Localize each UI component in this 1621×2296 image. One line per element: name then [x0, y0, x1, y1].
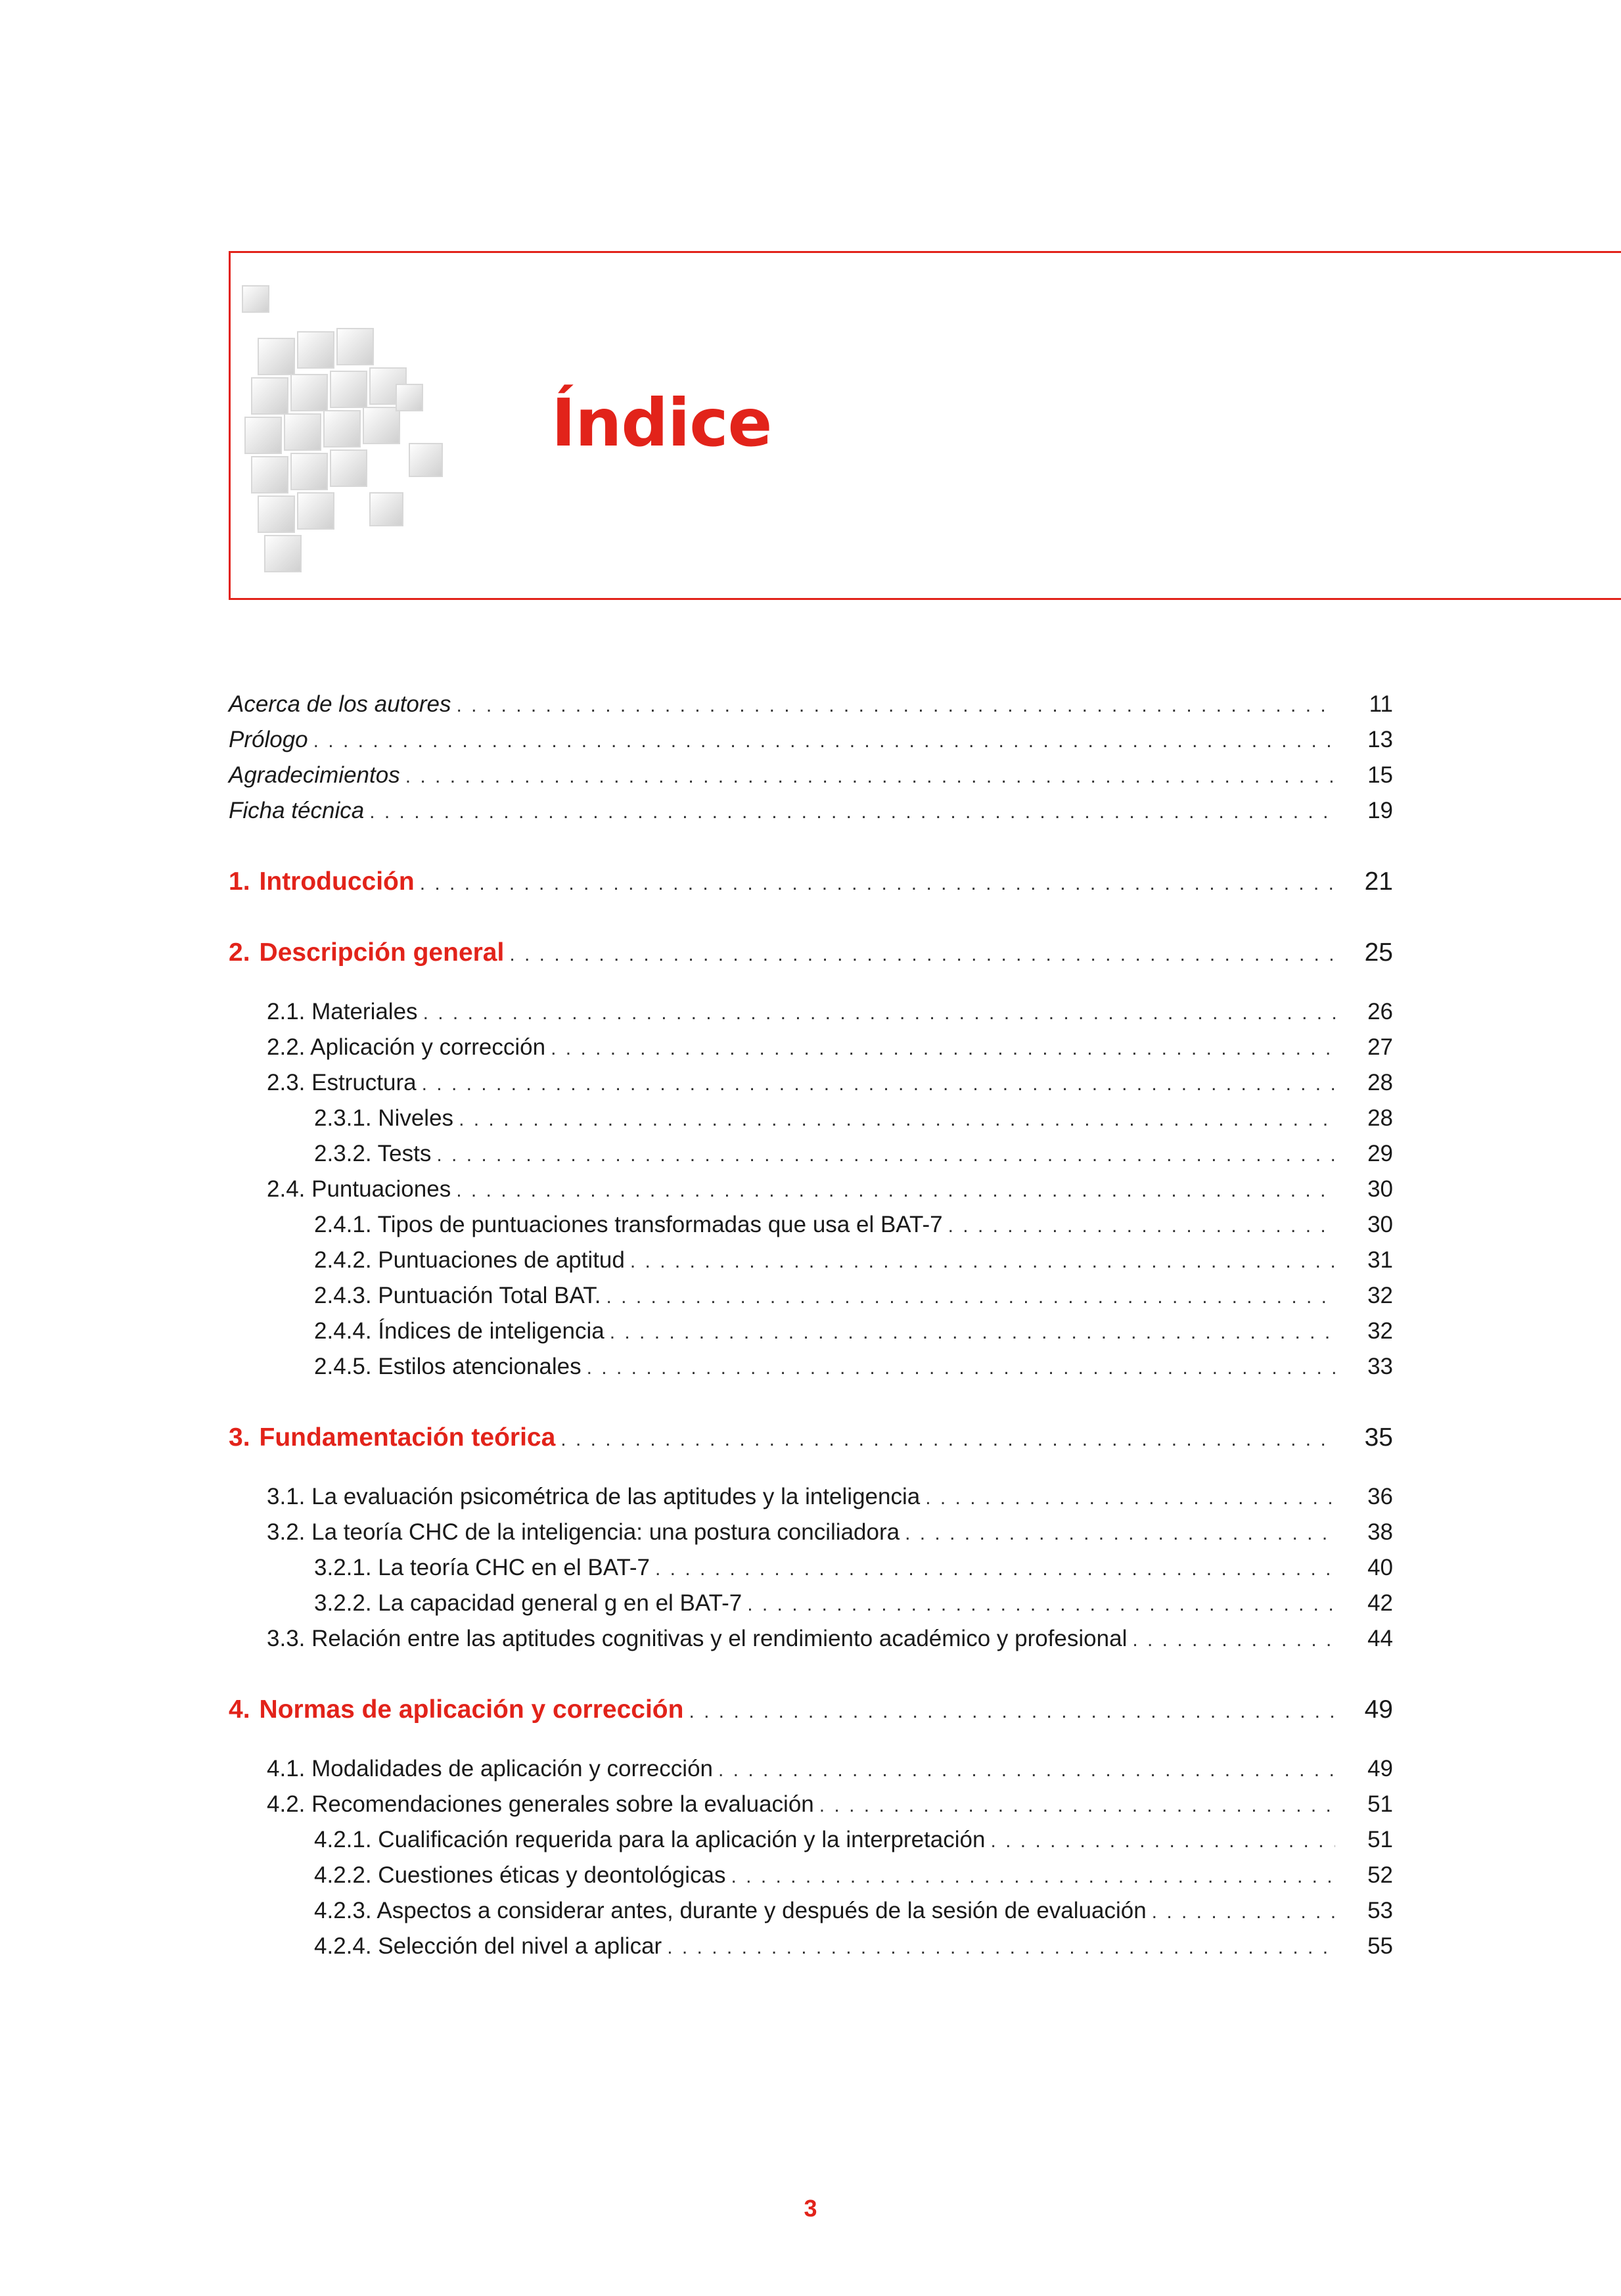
toc-entry[interactable] — [229, 1479, 1393, 1515]
toc-entry-label — [314, 1207, 943, 1243]
toc-entry-label — [314, 1101, 453, 1136]
dot-leader — [405, 759, 1335, 794]
dot-leader — [456, 1173, 1335, 1208]
toc-entry-title: 3.2.2. La capacidad general g en el BAT-7 — [314, 1590, 742, 1616]
toc-entry-title: Agradecimientos — [229, 762, 400, 788]
dot-leader — [905, 1516, 1335, 1551]
toc-entry-title: 4.2.2. Cuestiones éticas y deontológicas — [314, 1862, 726, 1888]
toc-page-number: 28 — [1367, 1105, 1393, 1131]
toc-page-number: 21 — [1364, 867, 1393, 896]
toc-entry[interactable] — [229, 1278, 1393, 1314]
toc-entry-title: 3.3. Relación entre las aptitudes cognitivas y el rendimiento académico y profesional — [267, 1626, 1128, 1651]
toc-entry[interactable] — [229, 1550, 1393, 1586]
toc-page-number: 36 — [1367, 1484, 1393, 1509]
dot-leader — [551, 1031, 1335, 1067]
toc-entry[interactable] — [229, 1787, 1393, 1822]
toc-entry-label — [314, 1893, 1147, 1929]
dot-leader — [731, 1859, 1336, 1894]
toc-entry-label — [229, 722, 308, 758]
toc-entry[interactable] — [229, 1349, 1393, 1385]
toc-entry-label — [229, 758, 400, 793]
toc-entry-title: 4.2.4. Selección del nivel a aplicar — [314, 1933, 662, 1959]
toc-entry-title: 2.4.4. Índices de inteligencia — [314, 1318, 605, 1344]
toc-entry-title: 2.4.1. Tipos de puntuaciones transformadas que usa el BAT-7 — [314, 1212, 943, 1237]
toc-entry-label — [314, 1858, 726, 1893]
chapter-number: 4. — [229, 1695, 250, 1724]
toc-entry[interactable] — [229, 793, 1393, 829]
toc-page-number: 32 — [1367, 1283, 1393, 1308]
toc-entry-title: Normas de aplicación y corrección — [259, 1695, 684, 1724]
toc-entry-label — [314, 1243, 625, 1278]
toc-page-number: 29 — [1367, 1141, 1393, 1166]
toc-page-number: 49 — [1364, 1695, 1393, 1724]
toc-chapter[interactable] — [229, 1692, 1393, 1728]
toc-entry-title: 2.4.3. Puntuación Total BAT. — [314, 1283, 601, 1308]
dot-leader — [606, 1279, 1336, 1315]
toc-page-number: 51 — [1367, 1827, 1393, 1852]
toc-entry-title: 2.2. Aplicación y corrección — [267, 1034, 546, 1060]
toc-entry-label — [267, 1751, 713, 1787]
dot-leader — [313, 723, 1335, 759]
toc-entry-label — [314, 1136, 431, 1172]
toc-page-number: 52 — [1367, 1862, 1393, 1888]
dot-leader — [747, 1587, 1335, 1622]
dot-leader — [610, 1315, 1335, 1350]
toc-page-number: 51 — [1367, 1791, 1393, 1817]
toc-entry[interactable] — [229, 1586, 1393, 1621]
toc-entry-label — [267, 1172, 451, 1207]
toc-entry-label — [229, 864, 415, 900]
toc-entry[interactable] — [229, 1207, 1393, 1243]
toc-page-number: 55 — [1367, 1933, 1393, 1959]
toc-entry[interactable] — [229, 1515, 1393, 1550]
toc-entry[interactable] — [229, 994, 1393, 1030]
dot-leader — [560, 1422, 1335, 1458]
dot-leader — [630, 1244, 1335, 1279]
toc-entry-label — [314, 1822, 985, 1858]
dot-leader — [948, 1208, 1335, 1244]
page-number: 3 — [804, 2195, 817, 2222]
toc-entry-title: 2.3.1. Niveles — [314, 1105, 454, 1131]
toc-page-number: 32 — [1367, 1318, 1393, 1344]
toc-entry-title: 2.4. Puntuaciones — [267, 1176, 451, 1202]
toc-entry-label — [267, 1065, 417, 1101]
toc-entry-title: Prólogo — [229, 727, 308, 752]
dot-leader — [655, 1551, 1335, 1587]
toc-entry[interactable] — [229, 1858, 1393, 1893]
toc-entry[interactable] — [229, 1101, 1393, 1136]
toc-entry[interactable] — [229, 1893, 1393, 1929]
dot-leader — [925, 1481, 1335, 1516]
dot-leader — [509, 937, 1335, 973]
toc-entry-label — [314, 1586, 742, 1621]
toc-entry-label — [267, 1479, 920, 1515]
dot-leader — [457, 688, 1335, 723]
toc-page-number: 30 — [1367, 1176, 1393, 1202]
toc-page-number: 42 — [1367, 1590, 1393, 1616]
chapter-number: 3. — [229, 1423, 250, 1452]
toc-entry-label — [267, 1515, 900, 1550]
toc-page-number: 27 — [1367, 1034, 1393, 1060]
toc-page-number: 40 — [1367, 1555, 1393, 1580]
cube-illustration — [232, 279, 455, 582]
dot-leader — [422, 1067, 1335, 1102]
dot-leader — [369, 794, 1335, 830]
dot-leader — [689, 1694, 1335, 1730]
toc-chapter[interactable] — [229, 864, 1393, 900]
toc-entry-title: 2.3. Estructura — [267, 1070, 417, 1095]
toc-page-number: 28 — [1367, 1070, 1393, 1095]
toc-entry-title: 2.1. Materiales — [267, 999, 418, 1024]
toc-entry-title: Descripción general — [259, 938, 505, 967]
toc-entry[interactable] — [229, 1621, 1393, 1657]
toc-entry-title: Acerca de los autores — [229, 691, 451, 717]
toc-entry-label — [267, 1621, 1127, 1657]
dot-leader — [718, 1753, 1335, 1788]
toc-entry-title: 4.2.3. Aspectos a considerar antes, durante y después de la sesión de evaluación — [314, 1898, 1147, 1923]
toc-entry-title: 3.1. La evaluación psicométrica de las aptitudes y la inteligencia — [267, 1484, 921, 1509]
toc-page-number: 38 — [1367, 1519, 1393, 1545]
toc-page-number: 15 — [1367, 762, 1393, 788]
table-of-contents — [229, 687, 1393, 1964]
toc-entry[interactable] — [229, 1751, 1393, 1787]
toc-entry-label — [314, 1550, 650, 1586]
toc-entry-title: Fundamentación teórica — [259, 1423, 556, 1452]
toc-entry-title: 3.2.1. La teoría CHC en el BAT-7 — [314, 1555, 651, 1580]
toc-page-number: 26 — [1367, 999, 1393, 1024]
toc-entry[interactable] — [229, 1929, 1393, 1964]
toc-entry-title: 4.2.1. Cualificación requerida para la aplicación y la interpretación — [314, 1827, 986, 1852]
toc-entry[interactable] — [229, 1822, 1393, 1858]
toc-entry[interactable] — [229, 1172, 1393, 1207]
dot-leader — [667, 1930, 1335, 1965]
toc-page-number: 31 — [1367, 1247, 1393, 1273]
toc-entry-label — [267, 1787, 814, 1822]
toc-entry-label — [314, 1314, 605, 1349]
toc-entry-label — [229, 793, 364, 829]
toc-entry[interactable] — [229, 1030, 1393, 1065]
dot-leader — [1152, 1894, 1335, 1930]
toc-entry[interactable] — [229, 722, 1393, 758]
toc-entry[interactable] — [229, 687, 1393, 722]
toc-page-number: 11 — [1369, 691, 1393, 717]
toc-entry-label — [314, 1278, 601, 1314]
chapter-number: 2. — [229, 938, 250, 967]
toc-entry-label — [229, 687, 451, 722]
toc-entry-label — [229, 935, 504, 971]
dot-leader — [436, 1137, 1335, 1173]
toc-entry-title: Introducción — [259, 867, 415, 896]
toc-entry[interactable] — [229, 1136, 1393, 1172]
dot-leader — [990, 1824, 1335, 1859]
toc-entry-label — [229, 1420, 555, 1456]
toc-entry-title: 4.1. Modalidades de aplicación y corrección — [267, 1756, 713, 1781]
toc-entry-title: Ficha técnica — [229, 798, 365, 823]
toc-entry-label — [229, 1692, 683, 1728]
dot-leader — [423, 996, 1335, 1031]
dot-leader — [819, 1788, 1335, 1824]
toc-entry-label — [267, 994, 418, 1030]
toc-page-number: 49 — [1367, 1756, 1393, 1781]
toc-page-number: 13 — [1367, 727, 1393, 752]
toc-entry-label — [267, 1030, 545, 1065]
toc-page-number: 30 — [1367, 1212, 1393, 1237]
dot-leader — [459, 1102, 1335, 1137]
toc-chapter[interactable] — [229, 1420, 1393, 1456]
dot-leader — [587, 1350, 1335, 1386]
header-box — [229, 251, 1621, 600]
dot-leader — [1132, 1622, 1335, 1658]
toc-entry-title: 4.2. Recomendaciones generales sobre la evaluación — [267, 1791, 814, 1817]
page-title: Índice — [551, 384, 772, 461]
toc-page-number: 53 — [1367, 1898, 1393, 1923]
toc-entry-title: 3.2. La teoría CHC de la inteligencia: una postura conciliadora — [267, 1519, 900, 1545]
toc-entry-title: 2.3.2. Tests — [314, 1141, 432, 1166]
toc-entry[interactable] — [229, 1065, 1393, 1101]
toc-page-number: 25 — [1364, 938, 1393, 967]
toc-chapter[interactable] — [229, 935, 1393, 971]
toc-page-number: 33 — [1367, 1354, 1393, 1379]
toc-page-number: 44 — [1367, 1626, 1393, 1651]
toc-entry[interactable] — [229, 758, 1393, 793]
toc-entry[interactable] — [229, 1314, 1393, 1349]
toc-page-number: 35 — [1364, 1423, 1393, 1452]
dot-leader — [420, 866, 1335, 902]
toc-entry-title: 2.4.2. Puntuaciones de aptitud — [314, 1247, 625, 1273]
toc-entry-title: 2.4.5. Estilos atencionales — [314, 1354, 582, 1379]
toc-entry-label — [314, 1349, 582, 1385]
toc-entry-label — [314, 1929, 662, 1964]
toc-entry[interactable] — [229, 1243, 1393, 1278]
chapter-number: 1. — [229, 867, 250, 896]
toc-page-number: 19 — [1367, 798, 1393, 823]
